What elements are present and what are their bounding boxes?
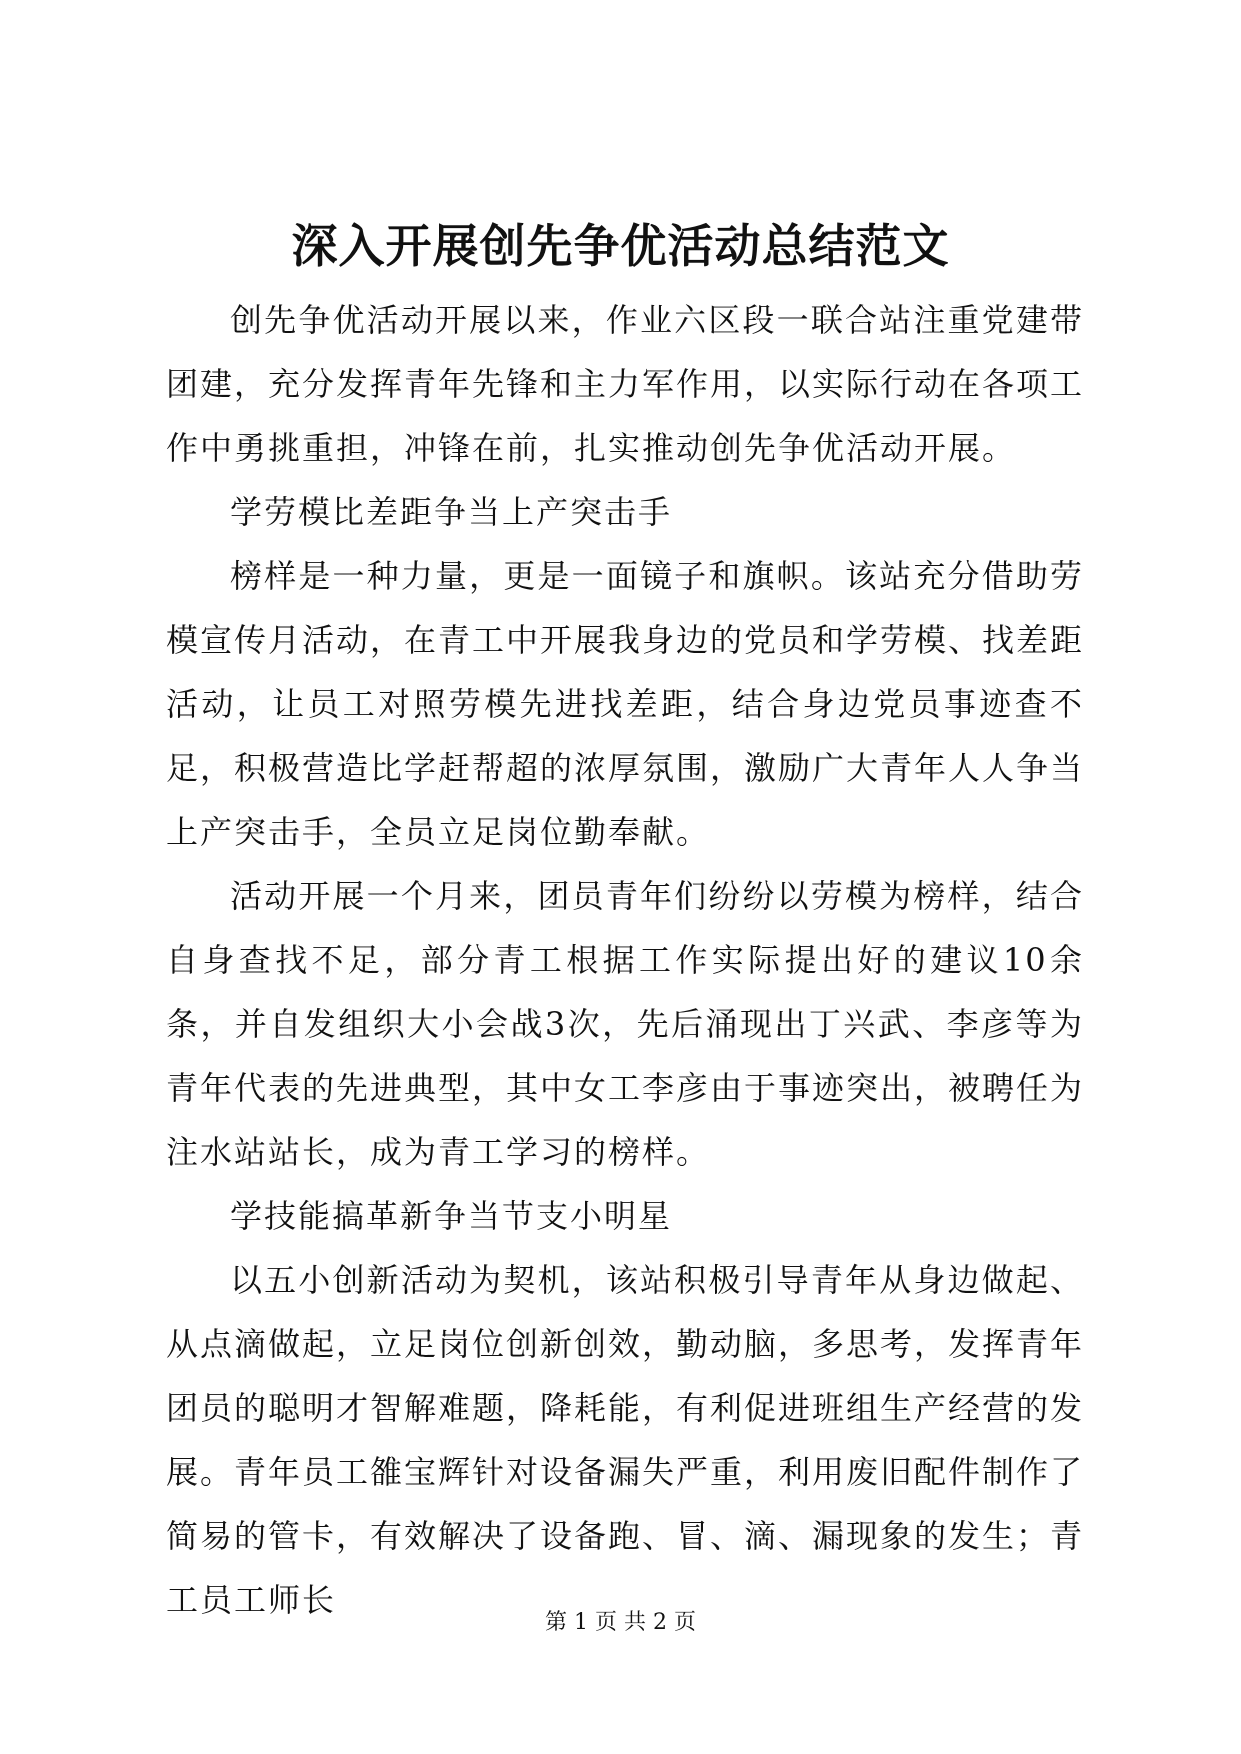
section-heading-model-workers: 学劳模比差距争当上产突击手	[230, 493, 673, 531]
section-heading-skills-innovation: 学技能搞革新争当节支小明星	[230, 1197, 673, 1235]
page-number-footer: 第 1 页 共 2 页	[545, 1610, 696, 1635]
document-body	[166, 288, 1084, 1632]
paragraph-role-model: 榜样是一种力量，更是一面镜子和旗帜。该站充分借助劳模宣传月活动，在青工中开展我身边的党员和学劳模、找差距活动，让员工对照劳模先进找差距，结合身边党员事迹查不足，积极营造比学赶帮超的浓厚氛围，激励广大青年人人争当上产突击手，全员立足岗位勤奉献。	[166, 557, 1085, 851]
paragraph-innovation: 以五小创新活动为契机，该站积极引导青年从身边做起、从点滴做起，立足岗位创新创效，勤动脑，多思考，发挥青年团员的聪明才智解难题，降耗能，有利促进班组生产经营的发展。青年员工雒宝辉针对设备漏失严重，利用废旧配件制作了简易的管卡，有效解决了设备跑、冒、滴、漏现象的发生；青工员工师长	[166, 1261, 1085, 1619]
paragraph-activity-results: 活动开展一个月来，团员青年们纷纷以劳模为榜样，结合自身查找不足，部分青工根据工作实际提出好的建议10余条，并自发组织大小会战3次，先后涌现出丁兴武、李彦等为青年代表的先进典型，其中女工李彦由于事迹突出，被聘任为注水站站长，成为青工学习的榜样。	[166, 877, 1085, 1171]
paragraph-intro: 创先争优活动开展以来，作业六区段一联合站注重党建带团建，充分发挥青年先锋和主力军作用，以实际行动在各项工作中勇挑重担，冲锋在前，扎实推动创先争优活动开展。	[166, 301, 1085, 467]
document-title: 深入开展创先争优活动总结范文	[291, 219, 950, 273]
